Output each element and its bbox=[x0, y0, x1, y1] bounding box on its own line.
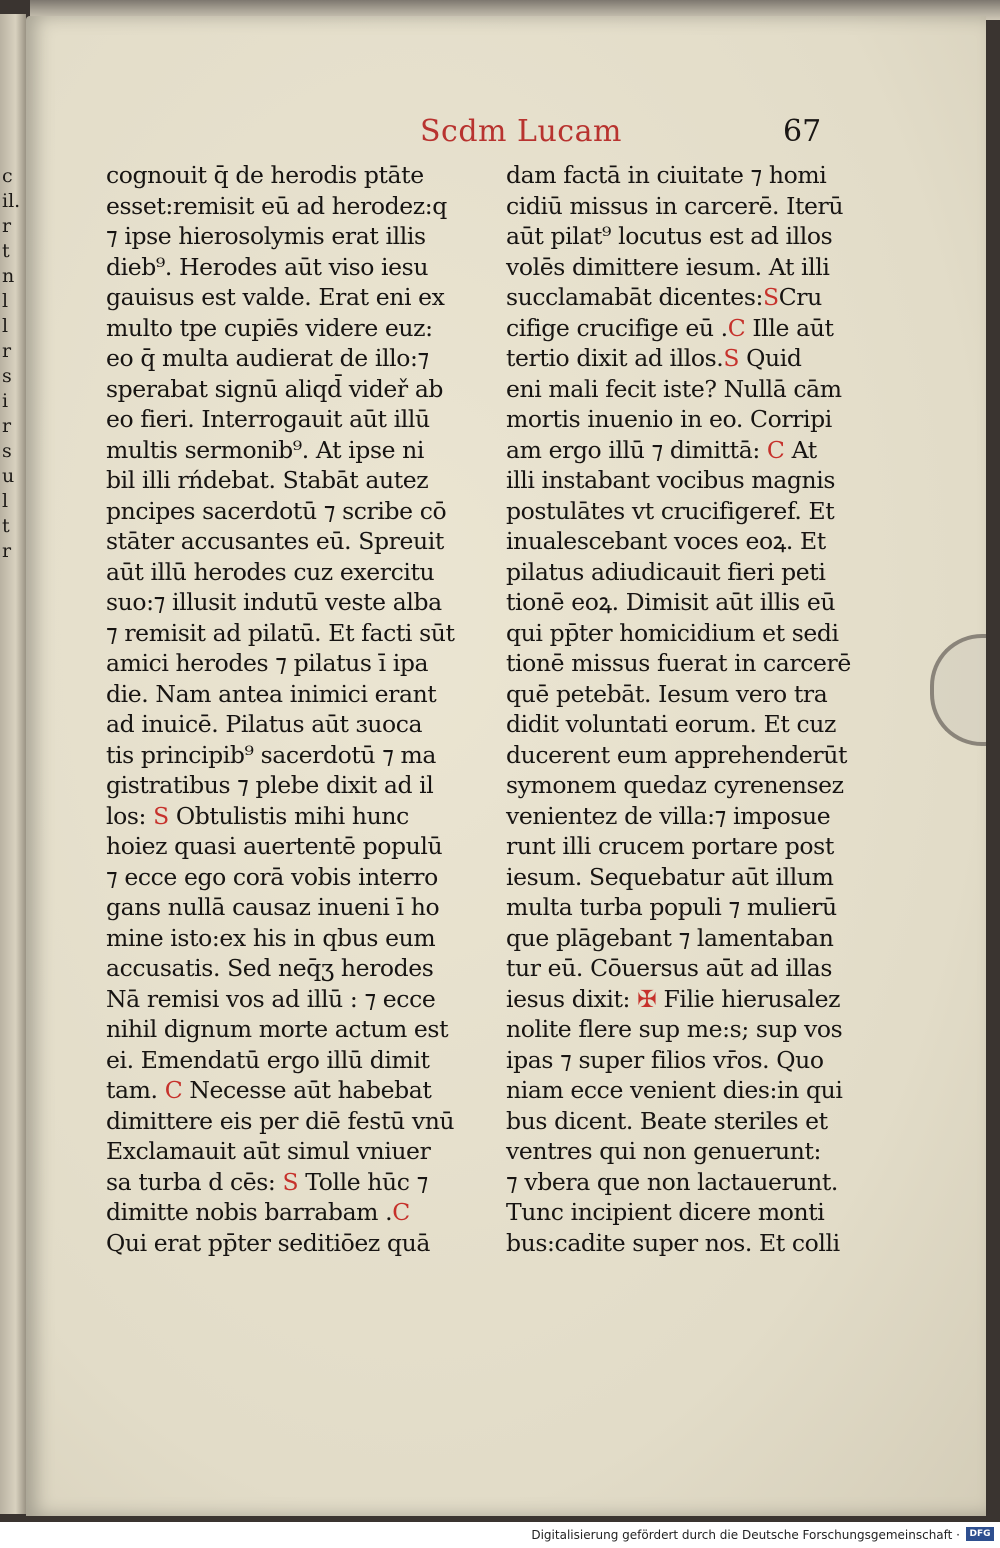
text-line-left bbox=[106, 801, 481, 832]
text-line-left: dimittere eis per diē festū vnū bbox=[106, 1106, 455, 1135]
line-text: tertio dixit ad illos. bbox=[506, 344, 724, 372]
line-text: iesus dixit: bbox=[506, 984, 638, 1013]
text-line-right: dam factā in ciuitate ⁊ homi bbox=[506, 161, 827, 189]
text-line-right: niam ecce venient dies:in qui bbox=[506, 1076, 843, 1104]
text-line-left: tis principib⁹ sacerdotū ⁊ ma bbox=[106, 740, 437, 769]
text-line-left: suo:⁊ illusit indutū veste alba bbox=[106, 588, 442, 616]
rubric-mark: C bbox=[164, 1076, 183, 1104]
rubric-mark: S bbox=[282, 1167, 299, 1196]
line-text: Cru bbox=[778, 283, 822, 311]
line-text: Tolle hūc ⁊ bbox=[298, 1167, 428, 1196]
text-line-left: bil illi rńdebat. Stabāt autez bbox=[106, 466, 429, 494]
text-line-right: ducerent eum apprehenderūt bbox=[506, 740, 848, 769]
text-line-right: quē petebāt. Iesum vero tra bbox=[506, 679, 828, 708]
text-line-left: multis sermonib⁹. At ipse ni bbox=[106, 435, 425, 464]
text-line-right bbox=[506, 984, 881, 1015]
text-line-left: ei. Emendatū ergo illū dimit bbox=[106, 1045, 430, 1074]
text-line-left: eo fieri. Interrogauit aūt illū bbox=[106, 405, 430, 433]
text-line-left: ⁊ remisit ad pilatū. Et facti sūt bbox=[106, 618, 455, 647]
text-line-left: esset:remisit eū ad herodez:q bbox=[106, 191, 447, 220]
text-line-left: mine isto:ex his in qbus eum bbox=[106, 923, 436, 952]
footer-bar bbox=[0, 1522, 1000, 1548]
line-text: sa turba d cēs: bbox=[106, 1167, 283, 1196]
folio-number: 67 bbox=[783, 114, 822, 149]
line-text: cifige crucifige eū . bbox=[506, 313, 728, 342]
text-line-left: aūt illū herodes cuz exercitu bbox=[106, 557, 435, 586]
line-text: Filie hierusalez bbox=[656, 984, 841, 1013]
text-line-right: nolite flere sup me:s; sup vos bbox=[506, 1015, 843, 1043]
line-text: Quid bbox=[739, 344, 802, 372]
text-line-right bbox=[506, 313, 881, 344]
text-line-left: Nā remisi vos ad illū : ⁊ ecce bbox=[106, 984, 436, 1013]
text-line-right: mortis inuenio in eo. Corripi bbox=[506, 405, 832, 433]
text-line-right bbox=[506, 435, 881, 466]
text-line-left: die. Nam antea inimici erant bbox=[106, 679, 437, 708]
footer-credit: Digitalisierung gefördert durch die Deutsche Forschungsgemeinschaft · bbox=[531, 1528, 960, 1542]
line-text: succlamabāt dicentes: bbox=[506, 283, 763, 311]
text-line-left: pncipes sacerdotū ⁊ scribe cō bbox=[106, 496, 447, 525]
text-line-right: Tunc incipient dicere monti bbox=[506, 1198, 825, 1226]
text-line-right: iesum. Sequebatur aūt illum bbox=[506, 862, 834, 891]
dfg-logo: DFG bbox=[966, 1527, 994, 1541]
text-line-right: postulātes vt crucifigeref. Et bbox=[506, 496, 835, 525]
rubric-mark: C bbox=[392, 1198, 410, 1226]
text-line-left: sperabat signū aliqd̄ videř ab bbox=[106, 374, 444, 403]
text-line-right: tur eū. Cōuersus aūt ad illas bbox=[506, 954, 832, 982]
text-line-right bbox=[506, 343, 881, 374]
text-line-left: cognouit q̄ de herodis ptāte bbox=[106, 161, 424, 189]
text-line-right: illi instabant vocibus magnis bbox=[506, 466, 836, 494]
text-column-left bbox=[106, 160, 481, 1258]
text-line-right: runt illi crucem portare post bbox=[506, 832, 834, 860]
line-text: am ergo illū ⁊ dimittā: bbox=[506, 435, 767, 464]
text-line-right: eni mali fecit iste? Nullā cām bbox=[506, 374, 842, 403]
text-line-right: inualescebant voces eoꝝ. Et bbox=[506, 527, 826, 555]
text-line-right: cidiū missus in carcerē. Iterū bbox=[506, 191, 844, 220]
text-line-left bbox=[106, 1197, 481, 1228]
rubric-mark: C bbox=[727, 313, 746, 342]
text-line-left: hoiez quasi auertentē populū bbox=[106, 832, 443, 860]
text-line-right: bus dicent. Beate steriles et bbox=[506, 1106, 828, 1135]
text-line-left bbox=[106, 1167, 481, 1198]
text-line-right: aūt pilat⁹ locutus est ad illos bbox=[506, 222, 833, 250]
line-text: Ille aūt bbox=[745, 313, 834, 342]
text-line-left: eo q̄ multa audierat de illo:⁊ bbox=[106, 344, 429, 372]
text-line-left: gauisus est valde. Erat eni ex bbox=[106, 283, 445, 311]
left-page-edge bbox=[0, 14, 26, 1514]
rubric-mark: S bbox=[153, 801, 169, 830]
text-line-right: ⁊ vbera que non lactauerunt. bbox=[506, 1167, 838, 1196]
left-page-fragment: c il. r t n l l r s i r s u l t r bbox=[2, 165, 20, 562]
text-line-right: qui pp̄ter homicidium et sedi bbox=[506, 618, 839, 647]
text-line-right: ventres qui non genuerunt: bbox=[506, 1137, 822, 1165]
text-line-left: multo tpe cupiēs videre euz: bbox=[106, 313, 433, 342]
text-line-left: gans nullā causaz inueni ī ho bbox=[106, 893, 440, 921]
rubric-mark: C bbox=[766, 435, 785, 464]
text-line-right: tionē missus fuerat in carcerē bbox=[506, 649, 851, 677]
rubric-mark: S bbox=[763, 283, 779, 311]
page-clip bbox=[930, 634, 986, 746]
text-line-right: volēs dimittere iesum. At illi bbox=[506, 252, 830, 281]
text-line-left: Exclamauit aūt simul vniuer bbox=[106, 1137, 431, 1165]
text-line-left: gistratibus ⁊ plebe dixit ad il bbox=[106, 771, 434, 799]
text-line-left: ⁊ ipse hierosolymis erat illis bbox=[106, 222, 426, 250]
text-line-right: venientez de villa:⁊ imposue bbox=[506, 801, 831, 830]
rubric-mark: S bbox=[723, 344, 740, 372]
text-line-left: nihil dignum morte actum est bbox=[106, 1015, 449, 1043]
text-line-right: symonem quedaz cyrenensez bbox=[506, 771, 844, 799]
line-text: At bbox=[784, 435, 817, 464]
text-line-left: accusatis. Sed neq̄ʒ herodes bbox=[106, 954, 434, 982]
text-column-right bbox=[506, 160, 881, 1258]
text-line-left: ad inuicē. Pilatus aūt ɜuoca bbox=[106, 710, 423, 738]
line-text: dimitte nobis barrabam . bbox=[106, 1198, 393, 1226]
text-line-left: amici herodes ⁊ pilatus ī ipa bbox=[106, 649, 429, 677]
text-line-left: dieb⁹. Herodes aūt viso iesu bbox=[106, 252, 429, 281]
line-text: Obtulistis mihi hunc bbox=[168, 801, 409, 830]
text-line-right: didit voluntati eorum. Et cuz bbox=[506, 710, 836, 738]
rubric-mark: ✠ bbox=[637, 984, 657, 1013]
line-text: tam. bbox=[106, 1076, 165, 1104]
text-line-right bbox=[506, 282, 881, 313]
line-text: Necesse aūt habebat bbox=[182, 1076, 432, 1104]
text-line-left: ⁊ ecce ego corā vobis interro bbox=[106, 862, 438, 891]
running-head: Scdm Lucam bbox=[420, 114, 622, 149]
text-line-left: stāter accusantes eū. Spreuit bbox=[106, 527, 444, 555]
text-line-right: multa turba populi ⁊ mulierū bbox=[506, 893, 837, 921]
text-line-right: que plāgebant ⁊ lamentaban bbox=[506, 923, 834, 952]
text-line-right: tionē eoꝝ. Dimisit aūt illis eū bbox=[506, 588, 836, 616]
text-line-left: Qui erat pp̄ter seditiōez quā bbox=[106, 1228, 430, 1257]
line-text: los: bbox=[106, 801, 154, 830]
text-line-left bbox=[106, 1075, 481, 1106]
text-line-right: ipas ⁊ super filios vr̄os. Quo bbox=[506, 1045, 824, 1074]
text-line-right: bus:cadite super nos. Et colli bbox=[506, 1228, 840, 1257]
text-line-right: pilatus adiudicauit fieri peti bbox=[506, 557, 826, 586]
